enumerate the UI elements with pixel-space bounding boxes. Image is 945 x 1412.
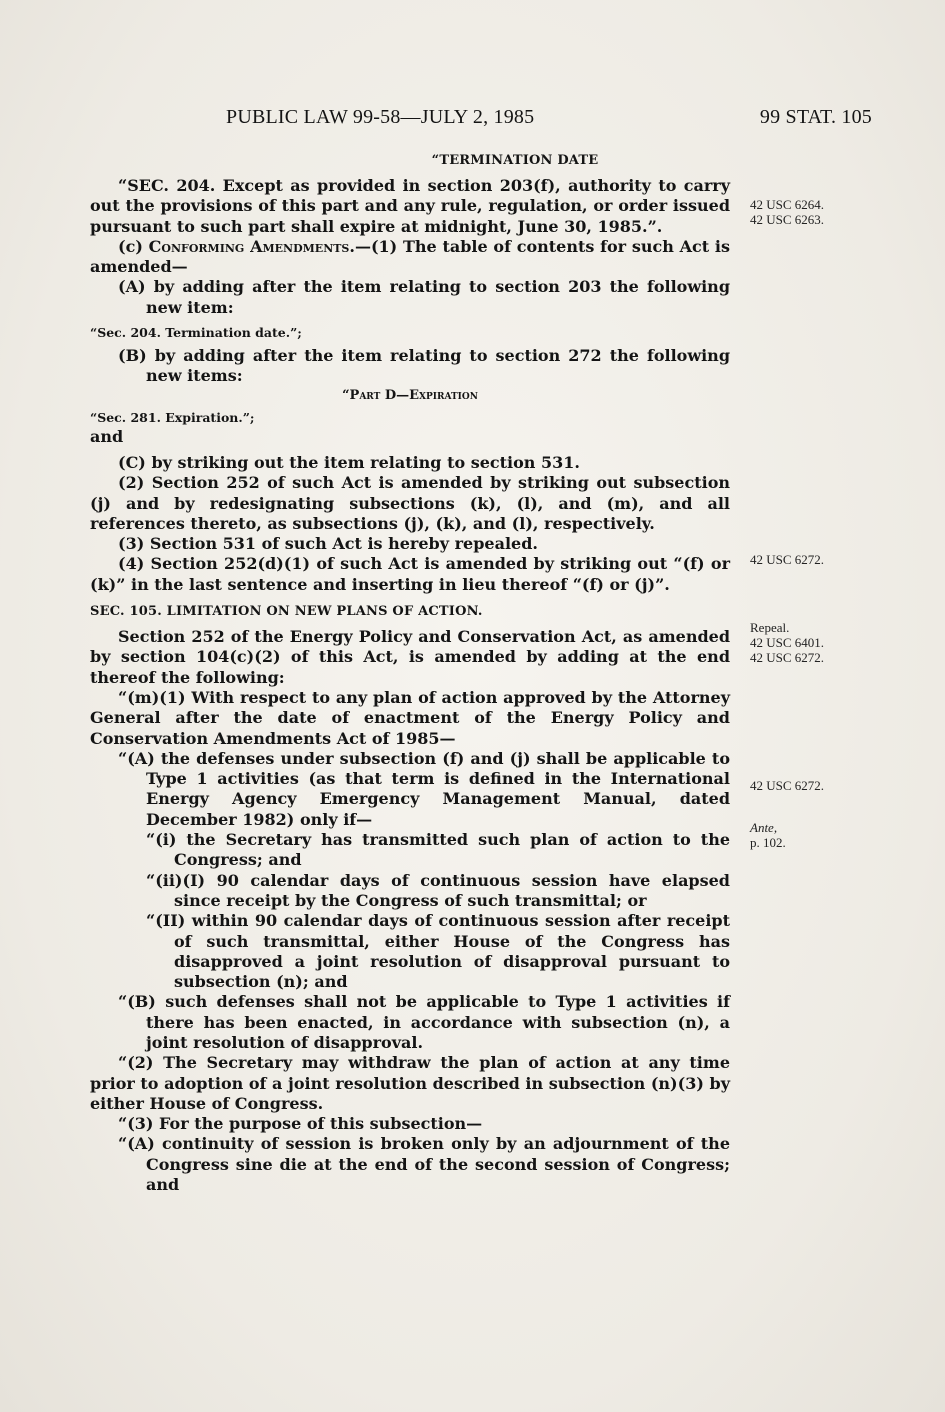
subsection-m1-a-ii-II: “(II) within 90 calendar days of continuous session after receipt of such transmittal, either House of the Congress has disapproved a joint resolution of disapproval pursuant to subsection (n); and (146, 911, 730, 992)
margin-note-6263: 42 USC 6263. (750, 212, 825, 227)
running-header (90, 102, 872, 142)
margin-note-6264-6263 (750, 197, 920, 227)
paragraph-4: (4) Section 252(d)(1) of such Act is amended by striking out “(f) or (k)” in the last sentence and inserting in lieu thereof “(f) or (j)”. (90, 554, 730, 594)
toc-item-204: “Sec. 204. Termination date.”; (90, 325, 302, 341)
header-stat-page: 99 STAT. 105 (759, 106, 872, 128)
termination-date-heading: “TERMINATION DATE (431, 153, 599, 168)
margin-note-6272-c-label: 42 USC 6272. (750, 778, 825, 793)
margin-note-ante-italic: Ante, (750, 820, 778, 835)
subsection-m1-a-ii-I: “(ii)(I) 90 calendar days of continuous session have elapsed since receipt by the Congress of such transmittal; or (146, 870, 730, 910)
margin-note-ante-label (750, 820, 920, 850)
margin-note-ante-page: p. 102. (750, 835, 786, 850)
margin-note-6264: 42 USC 6264. (750, 197, 825, 212)
margin-note-6272-c (750, 778, 920, 793)
main-text (90, 150, 730, 1195)
part-d-heading: “Part D—Expiration (342, 387, 478, 403)
conforming-amendments-heading: Conforming Amendments. (148, 236, 355, 256)
subsection-m1: “(m)(1) With respect to any plan of action approved by the Attorney General after the date of enactment of the Energy Policy and Conservation Amendments Act of 1985— (90, 687, 730, 748)
margin-note-6272-a (750, 552, 920, 567)
margin-note-6272: 42 USC 6272. (750, 552, 825, 567)
and-connector: and (90, 426, 124, 446)
subsection-m1-b: “(B) such defenses shall not be applicable to Type 1 activities if there has been enacted, in accordance with subsection (n), a joint resolution of disapproval. (118, 992, 730, 1052)
clause-a: (A) by adding after the item relating to section 203 the following new item: (118, 277, 730, 317)
sec-204-label: “SEC. (118, 176, 169, 195)
subsection-m3-a: “(A) continuity of session is broken only by an adjournment of the Congress sine die at the end of the second session of Congress; and (118, 1134, 730, 1195)
margin-note-repeal-label: Repeal. (750, 620, 790, 635)
sec-204-paragraph (90, 176, 730, 237)
conforming-amendments-paragraph (90, 237, 730, 278)
paragraph-3: (3) Section 531 of such Act is hereby repealed. (118, 534, 538, 554)
subsection-m1-a: “(A) the defenses under subsection (f) and (j) shall be applicable to Type 1 activities (as that term is defined in the International Energy Agency Emergency Management Manual, dated December 1982) only if— (118, 748, 730, 829)
sec-105-text: Section 252 of the Energy Policy and Conservation Act, as amended by section 104(c)(2) of this Act, is amended by adding at the end thereof the following: (90, 627, 730, 687)
margin-note-repeal (750, 620, 920, 665)
conforming-amendments-text: —(1) The table of contents for such Act is amended— (90, 236, 730, 277)
paragraph-2: (2) Section 252 of such Act is amended by striking out subsection (j) and by redesignating subsections (k), (l), and (m), and all references thereto, as subsections (j), (k), and (l), respectively. (90, 473, 730, 533)
header-title: PUBLIC LAW 99-58—JULY 2, 1985 (226, 106, 535, 128)
margin-note-ante (750, 820, 920, 850)
sec-204-text: 204. Except as provided in section 203(f), authority to carry out the provisions of this part and any rule, regulation, or order issued pursuant to such part shall expire at midnight, June 30, 1985.”. (90, 176, 730, 236)
sec-105-heading: SEC. 105. LIMITATION ON NEW PLANS OF ACTION. (90, 604, 483, 620)
margin-note-6401: 42 USC 6401. (750, 635, 825, 650)
subsection-m3: “(3) For the purpose of this subsection— (118, 1114, 483, 1134)
subsection-m1-a-i: “(i) the Secretary has transmitted such plan of action to the Congress; and (146, 830, 730, 870)
margin-note-6272-b: 42 USC 6272. (750, 650, 825, 665)
toc-item-281: “Sec. 281. Expiration.”; (90, 409, 255, 425)
clause-c: (C) by striking out the item relating to section 531. (118, 452, 580, 472)
clause-b: (B) by adding after the item relating to section 272 the following new items: (118, 346, 730, 386)
subsection-m2: “(2) The Secretary may withdraw the plan of action at any time prior to adoption of a joint resolution described in subsection (n)(3) by either House of Congress. (90, 1053, 730, 1113)
c-label: (c) (118, 236, 149, 256)
